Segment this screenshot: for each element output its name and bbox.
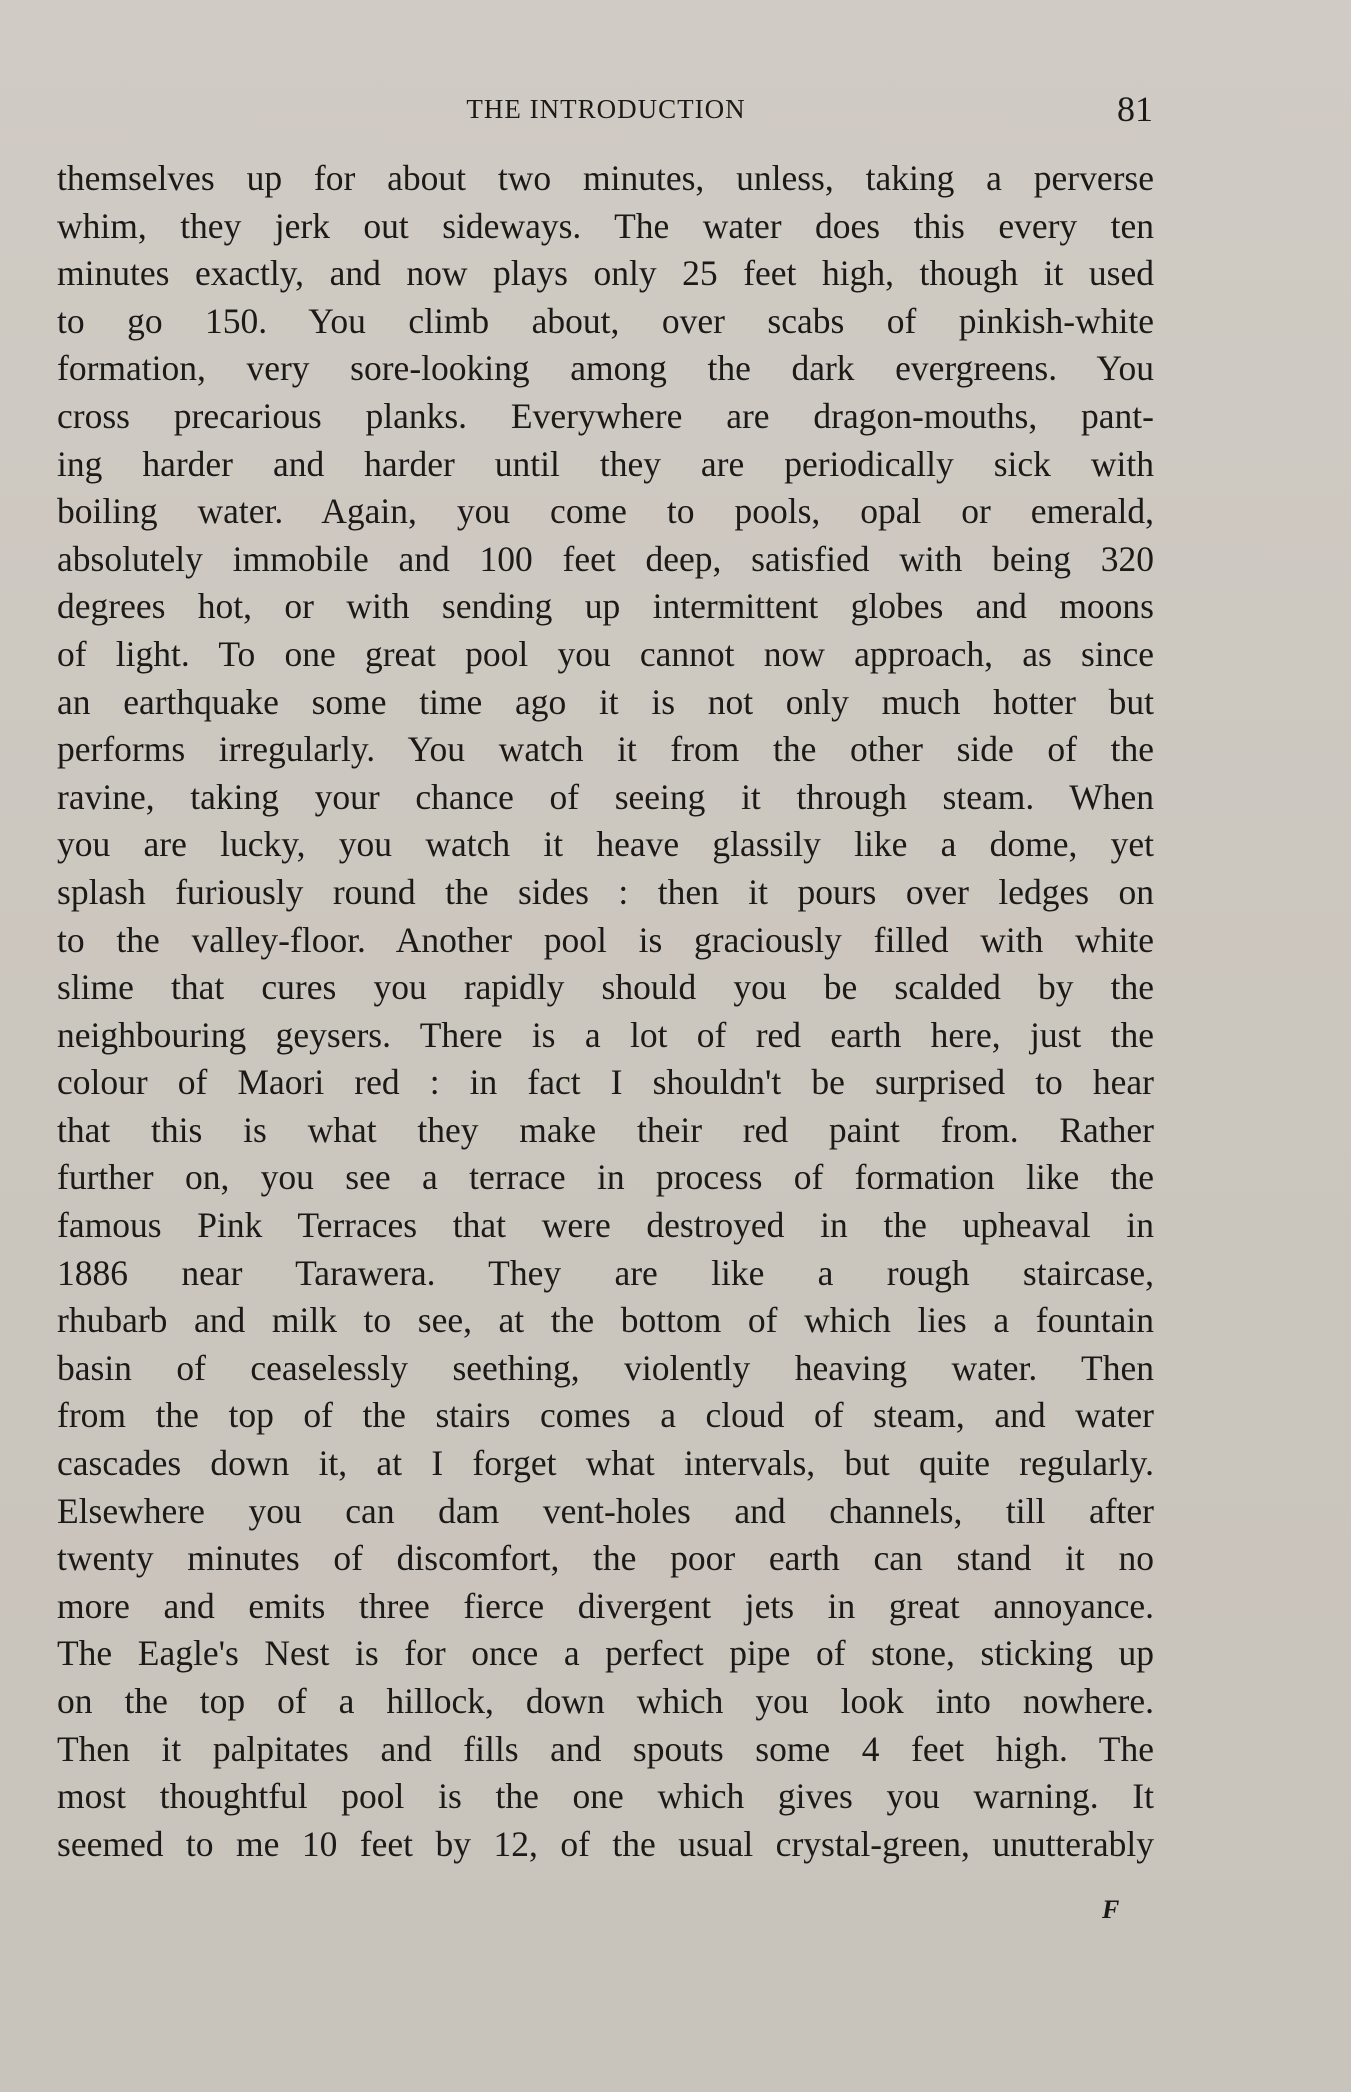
text-line: themselves up for about two minutes, unless, taking a perverse bbox=[57, 158, 1154, 198]
text-line: rhubarb and milk to see, at the bottom of which lies a fountain bbox=[57, 1300, 1154, 1341]
body-text bbox=[57, 155, 1154, 1868]
text-line: cross precarious planks. Everywhere are dragon-mouths, pant- bbox=[57, 395, 1154, 436]
text-line: formation, very sore-looking among the dark evergreens. You bbox=[57, 348, 1154, 389]
signature-mark: F bbox=[1102, 1895, 1120, 1924]
text-line: slime that cures you rapidly should you be scalded by the bbox=[57, 967, 1154, 1008]
page-header bbox=[60, 88, 1152, 134]
text-line: that this is what they make their red paint from. Rather bbox=[57, 1109, 1154, 1150]
text-line: colour of Maori red : in fact I shouldn't be surprised to hear bbox=[57, 1062, 1154, 1103]
text-line: basin of ceaselessly seething, violently heaving water. Then bbox=[57, 1347, 1154, 1388]
text-line: more and emits three fierce divergent jets in great annoyance. bbox=[57, 1585, 1154, 1626]
text-line: cascades down it, at I forget what intervals, but quite regularly. bbox=[57, 1443, 1154, 1484]
text-line: most thoughtful pool is the one which gives you warning. It bbox=[57, 1776, 1154, 1817]
text-line: degrees hot, or with sending up intermittent globes and moons bbox=[57, 586, 1154, 627]
text-line: minutes exactly, and now plays only 25 feet high, though it used bbox=[57, 253, 1154, 294]
text-line: an earthquake some time ago it is not only much hotter but bbox=[57, 681, 1154, 722]
text-line: to go 150. You climb about, over scabs of pinkish-white bbox=[57, 300, 1154, 341]
text-line: whim, they jerk out sideways. The water does this every ten bbox=[57, 205, 1154, 246]
text-line: from the top of the stairs comes a cloud of steam, and water bbox=[57, 1395, 1154, 1436]
page-number: 81 bbox=[1117, 89, 1153, 129]
text-line: you are lucky, you watch it heave glassily like a dome, yet bbox=[57, 824, 1154, 865]
text-line: 1886 near Tarawera. They are like a rough staircase, bbox=[57, 1252, 1154, 1293]
text-line: further on, you see a terrace in process of formation like the bbox=[57, 1157, 1154, 1198]
text-line: on the top of a hillock, down which you look into nowhere. bbox=[57, 1681, 1154, 1721]
text-line: neighbouring geysers. There is a lot of red earth here, just the bbox=[57, 1014, 1154, 1055]
text-line: Then it palpitates and fills and spouts some 4 feet high. The bbox=[57, 1728, 1154, 1769]
text-line: absolutely immobile and 100 feet deep, satisfied with being 320 bbox=[57, 538, 1154, 579]
text-line: boiling water. Again, you come to pools, opal or emerald, bbox=[57, 491, 1154, 532]
text-line: ing harder and harder until they are periodically sick with bbox=[57, 443, 1154, 484]
text-line: famous Pink Terraces that were destroyed in the upheaval in bbox=[57, 1205, 1154, 1246]
running-title: THE INTRODUCTION bbox=[466, 94, 746, 124]
text-line: performs irregularly. You watch it from the other side of the bbox=[57, 729, 1154, 770]
text-line: to the valley-floor. Another pool is graciously filled with white bbox=[57, 919, 1154, 960]
text-line: Elsewhere you can dam vent-holes and channels, till after bbox=[57, 1490, 1154, 1531]
text-line: seemed to me 10 feet by 12, of the usual crystal-green, unutterably bbox=[57, 1823, 1154, 1864]
text-line: ravine, taking your chance of seeing it through steam. When bbox=[57, 776, 1154, 817]
text-line: twenty minutes of discomfort, the poor earth can stand it no bbox=[57, 1538, 1154, 1579]
text-line: The Eagle's Nest is for once a perfect pipe of stone, sticking up bbox=[57, 1633, 1154, 1674]
text-line: of light. To one great pool you cannot now approach, as since bbox=[57, 633, 1154, 674]
text-line: splash furiously round the sides : then it pours over ledges on bbox=[57, 871, 1154, 912]
